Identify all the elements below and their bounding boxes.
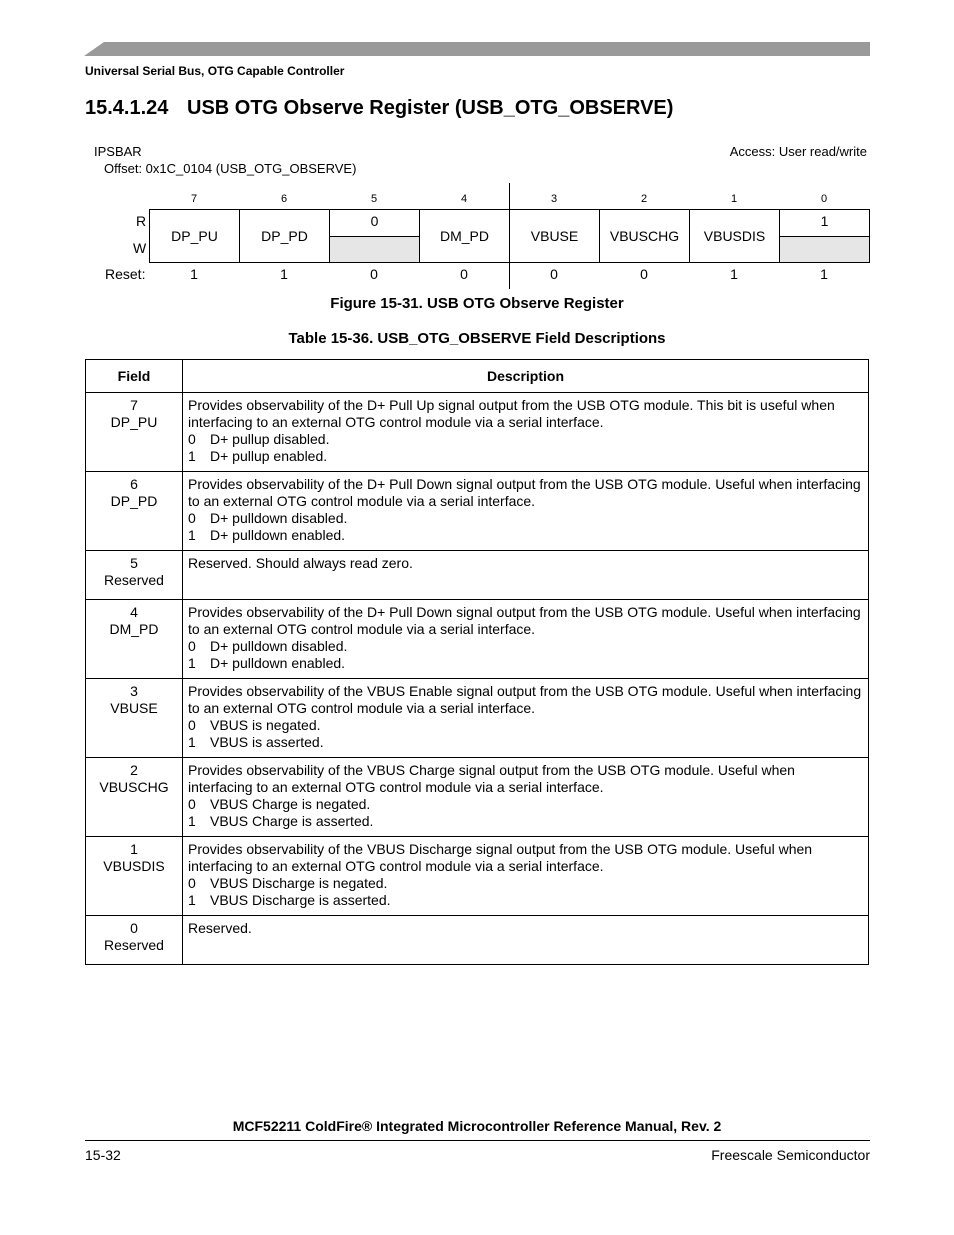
option-text: D+ pulldown disabled. xyxy=(210,510,348,526)
reset-value: 1 xyxy=(820,266,828,282)
option-text: D+ pulldown enabled. xyxy=(210,655,346,671)
bit-field-cell: DP_PD xyxy=(239,209,330,263)
field-bit: 7 xyxy=(130,397,138,413)
field-table xyxy=(85,359,869,965)
table-caption: Table 15-36. USB_OTG_OBSERVE Field Descriptions xyxy=(288,330,666,347)
field-bit: 3 xyxy=(130,683,138,699)
option-value: 0 xyxy=(188,638,196,654)
value-option xyxy=(188,796,862,813)
table-row xyxy=(86,393,869,472)
field-name: Reserved xyxy=(104,937,164,953)
option-text: D+ pullup enabled. xyxy=(210,448,328,464)
option-text: VBUS Discharge is negated. xyxy=(210,875,388,891)
reset-value: 1 xyxy=(280,266,288,282)
field-bit: 5 xyxy=(130,555,138,571)
header-field: Field xyxy=(86,360,183,393)
row-label-r: R xyxy=(136,213,147,229)
description-cell xyxy=(183,758,869,837)
field-cell xyxy=(86,600,183,679)
description-cell xyxy=(183,916,869,965)
reset-value: 0 xyxy=(460,266,468,282)
running-head: Universal Serial Bus, OTG Capable Controller xyxy=(85,64,345,78)
page-number: 15-32 xyxy=(85,1147,121,1163)
bit-number: 7 xyxy=(190,193,198,205)
register-base: IPSBAR xyxy=(94,144,142,159)
value-option xyxy=(188,431,862,448)
register-access: Access: User read/write xyxy=(729,144,867,159)
field-name: VBUSCHG xyxy=(99,779,169,795)
description-text: Provides observability of the VBUS Charge signal output from the USB OTG module. Useful when interfacing to an external OTG control module via a serial interface. xyxy=(188,762,795,795)
field-bit: 4 xyxy=(130,604,138,620)
value-option xyxy=(188,892,862,909)
option-value: 1 xyxy=(188,734,196,750)
field-name: DP_PD xyxy=(110,493,158,509)
bit-field-cell: VBUSDIS xyxy=(689,209,780,263)
table-row xyxy=(86,551,869,600)
option-text: VBUS is asserted. xyxy=(210,734,324,750)
description-cell xyxy=(183,679,869,758)
bit-field-cell: DP_PU xyxy=(149,209,240,263)
bit-field-cell: DM_PD xyxy=(419,209,510,263)
bit-number: 6 xyxy=(280,193,288,205)
option-text: VBUS Charge is negated. xyxy=(210,796,371,812)
option-value: 0 xyxy=(188,510,196,526)
option-value: 0 xyxy=(188,431,196,447)
field-name: Reserved xyxy=(104,572,164,588)
table-row xyxy=(86,916,869,965)
field-name: VBUSDIS xyxy=(103,858,165,874)
table-row xyxy=(86,600,869,679)
description-text: Provides observability of the VBUS Enable signal output from the USB OTG module. Useful when interfacing to an external OTG control module via a serial interface. xyxy=(188,683,862,716)
table-row xyxy=(86,472,869,551)
field-cell xyxy=(86,758,183,837)
value-option xyxy=(188,510,862,527)
option-text: VBUS Discharge is asserted. xyxy=(210,892,391,908)
reset-value: 0 xyxy=(640,266,648,282)
reserved-write-cell xyxy=(329,236,420,263)
description-text: Provides observability of the D+ Pull Down signal output from the USB OTG module. Useful when interfacing to an external OTG control module via a serial interface. xyxy=(188,604,861,637)
table-header-row xyxy=(86,360,869,393)
section-heading: USB OTG Observe Register (USB_OTG_OBSERVE) xyxy=(187,97,674,119)
description-text: Provides observability of the VBUS Discharge signal output from the USB OTG module. Useful when interfacing to an external OTG control module via a serial interface. xyxy=(188,841,813,874)
field-bit: 6 xyxy=(130,476,138,492)
field-bit: 0 xyxy=(130,920,138,936)
reset-value: 0 xyxy=(550,266,558,282)
register-offset: Offset: 0x1C_0104 (USB_OTG_OBSERVE) xyxy=(104,161,357,176)
field-name: DM_PD xyxy=(109,621,159,637)
option-value: 0 xyxy=(188,796,196,812)
option-text: D+ pullup disabled. xyxy=(210,431,330,447)
reserved-write-cell xyxy=(779,236,870,263)
field-bit: 1 xyxy=(130,841,138,857)
bit-field-cell: VBUSCHG xyxy=(599,209,690,263)
reset-label: Reset: xyxy=(105,266,146,282)
footer-company: Freescale Semiconductor xyxy=(711,1147,870,1163)
option-value: 1 xyxy=(188,655,196,671)
section-number: 15.4.1.24 xyxy=(85,97,169,119)
description-text: Provides observability of the D+ Pull Down signal output from the USB OTG module. Useful when interfacing to an external OTG control module via a serial interface. xyxy=(188,476,861,509)
bit-number: 2 xyxy=(640,193,648,205)
description-text: Reserved. xyxy=(188,920,252,936)
figure-caption: Figure 15-31. USB OTG Observe Register xyxy=(330,295,624,312)
value-option xyxy=(188,655,862,672)
bit-number: 3 xyxy=(550,193,558,205)
description-cell xyxy=(183,472,869,551)
value-option xyxy=(188,875,862,892)
field-cell xyxy=(86,679,183,758)
option-text: D+ pulldown enabled. xyxy=(210,527,346,543)
description-cell xyxy=(183,600,869,679)
reset-value: 0 xyxy=(370,266,378,282)
field-cell xyxy=(86,472,183,551)
option-value: 1 xyxy=(188,448,196,464)
field-cell xyxy=(86,551,183,600)
reset-value: 1 xyxy=(730,266,738,282)
option-value: 1 xyxy=(188,813,196,829)
bit-field-cell: VBUSE xyxy=(509,209,600,263)
reset-value: 1 xyxy=(190,266,198,282)
field-bit: 2 xyxy=(130,762,138,778)
table-row xyxy=(86,679,869,758)
reserved-read-cell: 1 xyxy=(779,209,870,237)
option-value: 1 xyxy=(188,527,196,543)
byte-divider xyxy=(509,183,510,289)
bit-number: 4 xyxy=(460,193,468,205)
value-option xyxy=(188,448,862,465)
option-text: D+ pulldown disabled. xyxy=(210,638,348,654)
field-name: DP_PU xyxy=(110,414,158,430)
option-value: 0 xyxy=(188,875,196,891)
field-cell xyxy=(86,916,183,965)
footer-title: MCF52211 ColdFire® Integrated Microcontroller Reference Manual, Rev. 2 xyxy=(232,1118,722,1134)
value-option xyxy=(188,734,862,751)
bit-number: 1 xyxy=(730,193,738,205)
description-cell xyxy=(183,837,869,916)
footer-rule xyxy=(85,1140,870,1141)
table-row xyxy=(86,837,869,916)
description-text: Reserved. Should always read zero. xyxy=(188,555,413,571)
table-row xyxy=(86,758,869,837)
option-text: VBUS is negated. xyxy=(210,717,321,733)
header-description: Description xyxy=(183,360,869,393)
bit-number: 5 xyxy=(370,193,378,205)
description-cell xyxy=(183,551,869,600)
field-name: VBUSE xyxy=(110,700,158,716)
option-text: VBUS Charge is asserted. xyxy=(210,813,374,829)
value-option xyxy=(188,813,862,830)
value-option xyxy=(188,717,862,734)
option-value: 1 xyxy=(188,892,196,908)
value-option xyxy=(188,638,862,655)
value-option xyxy=(188,527,862,544)
option-value: 0 xyxy=(188,717,196,733)
row-label-w: W xyxy=(133,240,147,256)
description-cell xyxy=(183,393,869,472)
field-cell xyxy=(86,393,183,472)
field-cell xyxy=(86,837,183,916)
description-text: Provides observability of the D+ Pull Up signal output from the USB OTG module. This bit is useful when interfacing to an external OTG control module via a serial interface. xyxy=(188,397,835,430)
bit-number: 0 xyxy=(820,193,828,205)
reserved-read-cell: 0 xyxy=(329,209,420,237)
section-title xyxy=(85,97,673,120)
header-bar xyxy=(84,42,870,56)
